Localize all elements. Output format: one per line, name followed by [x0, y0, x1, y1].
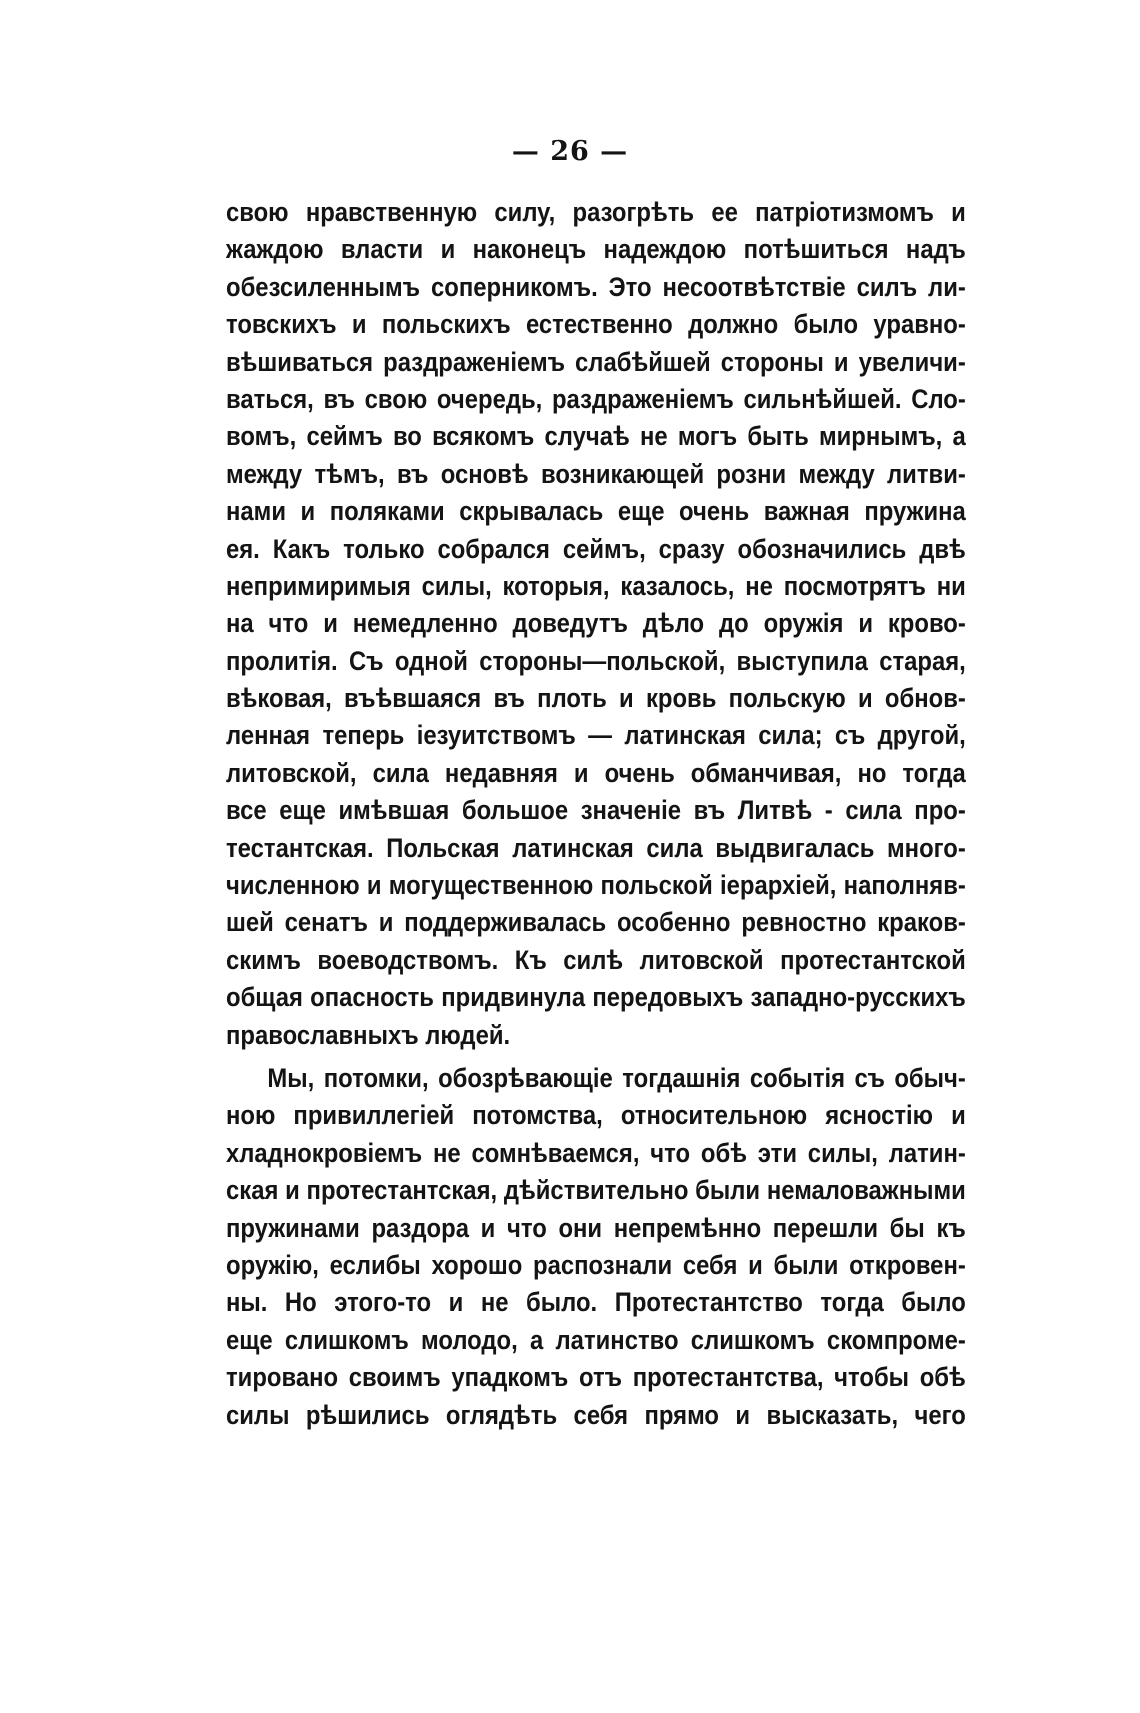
text-line: ны. Но этого-то и не было. Протестантство тогда было — [226, 1287, 966, 1318]
text-line: ною привиллегіей потомства, относительною ясностію и — [226, 1100, 966, 1131]
text-line: хладнокровіемъ не сомнѣваемся, что обѣ эти силы, латин- — [226, 1137, 966, 1168]
text-line: шей сенатъ и поддерживалась особенно ревностно краков- — [226, 907, 966, 938]
text-line: тировано своимъ упадкомъ отъ протестантства, чтобы обѣ — [226, 1362, 966, 1393]
text-line: жаждою власти и наконецъ надеждою потѣшиться надъ — [226, 234, 966, 265]
paragraph-2 — [226, 1060, 966, 1434]
text-line: литовской, сила недавняя и очень обманчивая, но тогда — [226, 757, 966, 788]
text-line: вомъ, сеймъ во всякомъ случаѣ не могъ быть мирнымъ, а — [226, 421, 966, 452]
text-line: тестантская. Польская латинская сила выдвигалась много- — [226, 832, 966, 863]
text-line: скимъ воеводствомъ. Къ силѣ литовской протестантской — [226, 944, 966, 975]
text-line: ваться, въ свою очередь, раздраженіемъ сильнѣйшей. Сло- — [226, 383, 966, 414]
page-number: — 26 — — [511, 136, 629, 167]
text-line: Мы, потомки, обозрѣвающіе тогдашнія событія съ обыч- — [267, 1062, 966, 1093]
text-line: нами и поляками скрывалась еще очень важная пружина — [226, 496, 966, 527]
text-line: свою нравственную силу, разогрѣть ее патріотизмомъ и — [226, 197, 966, 227]
text-line: общая опасность придвинула передовыхъ западно-русскихъ — [226, 982, 966, 1013]
text-line: ская и протестантская, дѣйствительно были немаловажными — [226, 1175, 966, 1206]
text-line: на что и немедленно доведутъ дѣло до оружія и крово- — [226, 608, 966, 639]
text-line: пролитія. Съ одной стороны—польской, выступила старая, — [226, 645, 966, 676]
text-line: пружинами раздора и что они непремѣнно перешли бы къ — [226, 1212, 966, 1243]
text-line: численною и могущественною польской іерархіей, наполняв- — [226, 870, 966, 901]
text-line: товскихъ и польскихъ естественно должно было уравно- — [226, 309, 966, 340]
text-line: непримиримыя силы, которыя, казалось, не посмотрятъ ни — [226, 570, 966, 601]
text-line: силы рѣшились оглядѣть себя прямо и высказать, чего — [226, 1399, 966, 1430]
text-line: вѣковая, въѣвшаяся въ плоть и кровь польскую и обнов- — [226, 683, 966, 714]
text-line: оружію, еслибы хорошо распознали себя и были откровен- — [226, 1249, 966, 1280]
text-line: вѣшиваться раздраженіемъ слабѣйшей стороны и увеличи- — [226, 346, 966, 377]
text-line: православныхъ людей. — [226, 1019, 511, 1050]
text-line: еще слишкомъ молодо, а латинство слишкомъ скомпроме- — [226, 1324, 966, 1355]
text-line: обезсиленнымъ соперникомъ. Это несоотвѣтствіе силъ ли- — [226, 271, 966, 302]
paragraph-1 — [226, 194, 966, 1054]
text-line: ея. Какъ только собрался сеймъ, сразу обозначились двѣ — [226, 533, 966, 564]
text-line: ленная теперь іезуитствомъ — латинская сила; съ другой, — [226, 720, 966, 751]
body-text — [226, 194, 966, 1434]
text-line: между тѣмъ, въ основѣ возникающей розни между литви- — [226, 458, 966, 489]
text-line: все еще имѣвшая большое значеніе въ Литвѣ - сила про- — [226, 795, 966, 826]
